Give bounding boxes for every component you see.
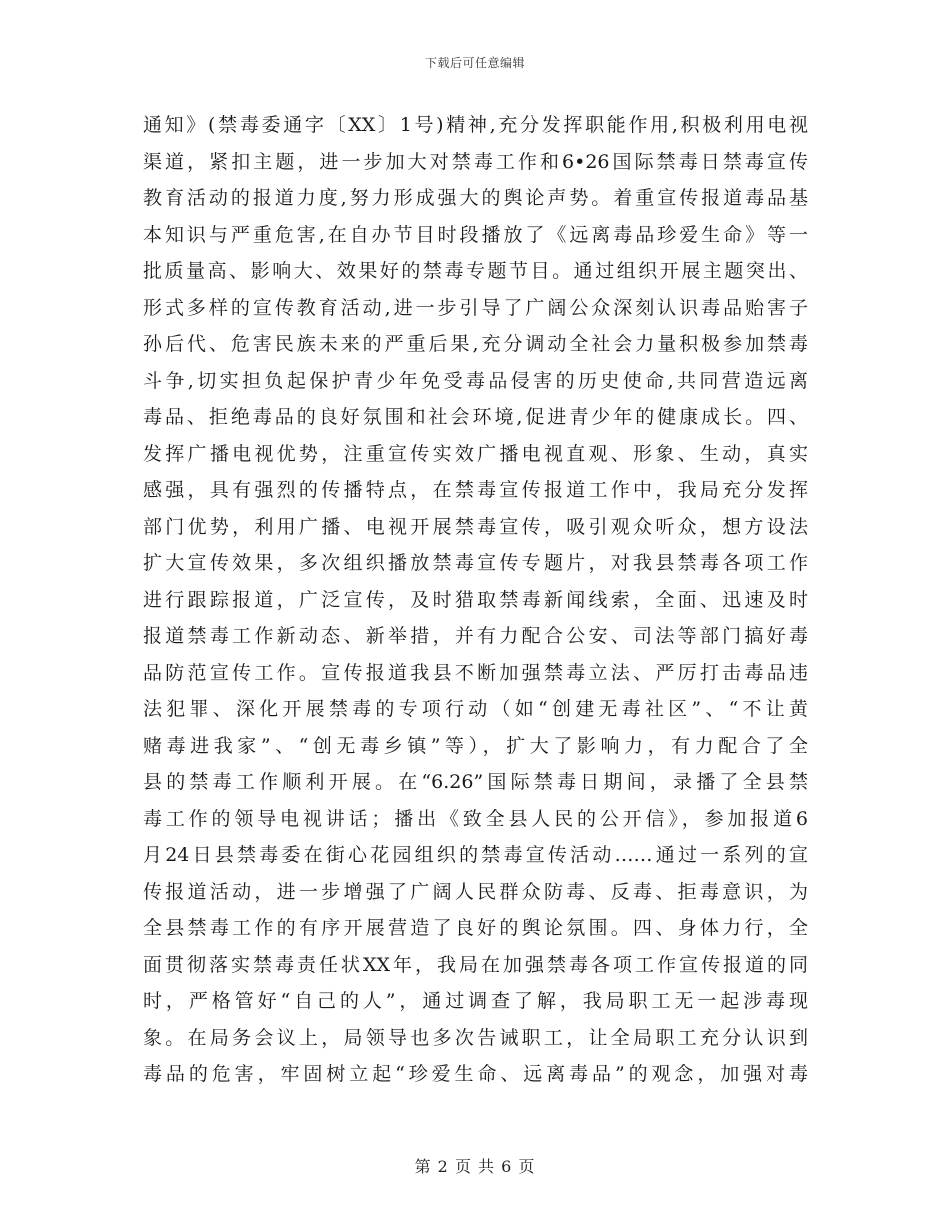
body-line: 时，严格管好“自己的人”，通过调查了解，我局职工无一起涉毒现	[143, 990, 808, 1012]
body-line: 渠道，紧扣主题，进一步加大对禁毒工作和6•26国际禁毒日禁毒宣传	[143, 150, 808, 173]
body-line: 孙后代、危害民族未来的严重后果,充分调动全社会力量积极参加禁毒	[143, 333, 808, 355]
body-line: 扩大宣传效果，多次组织播放禁毒宣传专题片，对我县禁毒各项工作	[143, 552, 808, 574]
page-header: 下载后可任意编辑	[424, 56, 525, 70]
body-line: 面贯彻落实禁毒责任状XX年，我局在加强禁毒各项工作宣传报道的同	[143, 953, 808, 976]
body-line: 毒品的危害，牢固树立起“珍爱生命、远离毒品”的观念，加强对毒	[143, 1063, 808, 1085]
body-line: 教育活动的报道力度,努力形成强大的舆论声势。着重宣传报道毒品基	[143, 187, 808, 209]
body-line: 发挥广播电视优势，注重宣传实效广播电视直观、形象、生动，真实	[143, 442, 808, 465]
body-line: 本知识与严重危害,在自办节目时段播放了《远离毒品珍爱生命》等一	[143, 223, 808, 246]
body-line: 通知》(禁毒委通字〔XX〕1号)精神,充分发挥职能作用,积极利用电视	[143, 114, 808, 136]
body-line: 赌毒进我家”、“创无毒乡镇”等），扩大了影响力，有力配合了全	[143, 734, 808, 757]
body-line: 县的禁毒工作顺利开展。在“6.26”国际禁毒日期间，录播了全县禁	[143, 771, 808, 793]
page-number: 第 2 页 共 6 页	[414, 1157, 536, 1176]
body-line: 全县禁毒工作的有序开展营造了良好的舆论氛围。四、身体力行，全	[143, 917, 808, 939]
body-line: 感强，具有强烈的传播特点，在禁毒宣传报道工作中，我局充分发挥	[143, 479, 808, 501]
document-body	[143, 107, 808, 1093]
body-line: 毒品、拒绝毒品的良好氛围和社会环境,促进青少年的健康成长。四、	[143, 406, 808, 428]
body-line: 传报道活动，进一步增强了广阔人民群众防毒、反毒、拒毒意识，为	[143, 880, 808, 903]
body-line: 象。在局务会议上，局领导也多次告诫职工，让全局职工充分认识到	[143, 1026, 808, 1049]
body-line: 斗争,切实担负起保护青少年免受毒品侵害的历史使命,共同营造远离	[143, 369, 808, 392]
body-line: 进行跟踪报道，广泛宣传，及时猎取禁毒新闻线索，全面、迅速及时	[143, 588, 808, 611]
body-line: 批质量高、影响大、效果好的禁毒专题节目。通过组织开展主题突出、	[143, 260, 808, 282]
body-line: 法犯罪、深化开展禁毒的专项行动（如“创建无毒社区”、“不让黄	[143, 698, 808, 720]
body-line: 形式多样的宣传教育活动,进一步引导了广阔公众深刻认识毒品贻害子	[143, 296, 808, 319]
body-line: 月24日县禁毒委在街心花园组织的禁毒宣传活动……通过一系列的宣	[143, 844, 808, 866]
body-line: 部门优势，利用广播、电视开展禁毒宣传，吸引观众听众，想方设法	[143, 515, 808, 538]
body-line: 品防范宣传工作。宣传报道我县不断加强禁毒立法、严厉打击毒品违	[143, 661, 808, 684]
body-line: 毒工作的领导电视讲话；播出《致全县人民的公开信》，参加报道6	[143, 807, 808, 830]
body-line: 报道禁毒工作新动态、新举措，并有力配合公安、司法等部门搞好毒	[143, 625, 808, 647]
